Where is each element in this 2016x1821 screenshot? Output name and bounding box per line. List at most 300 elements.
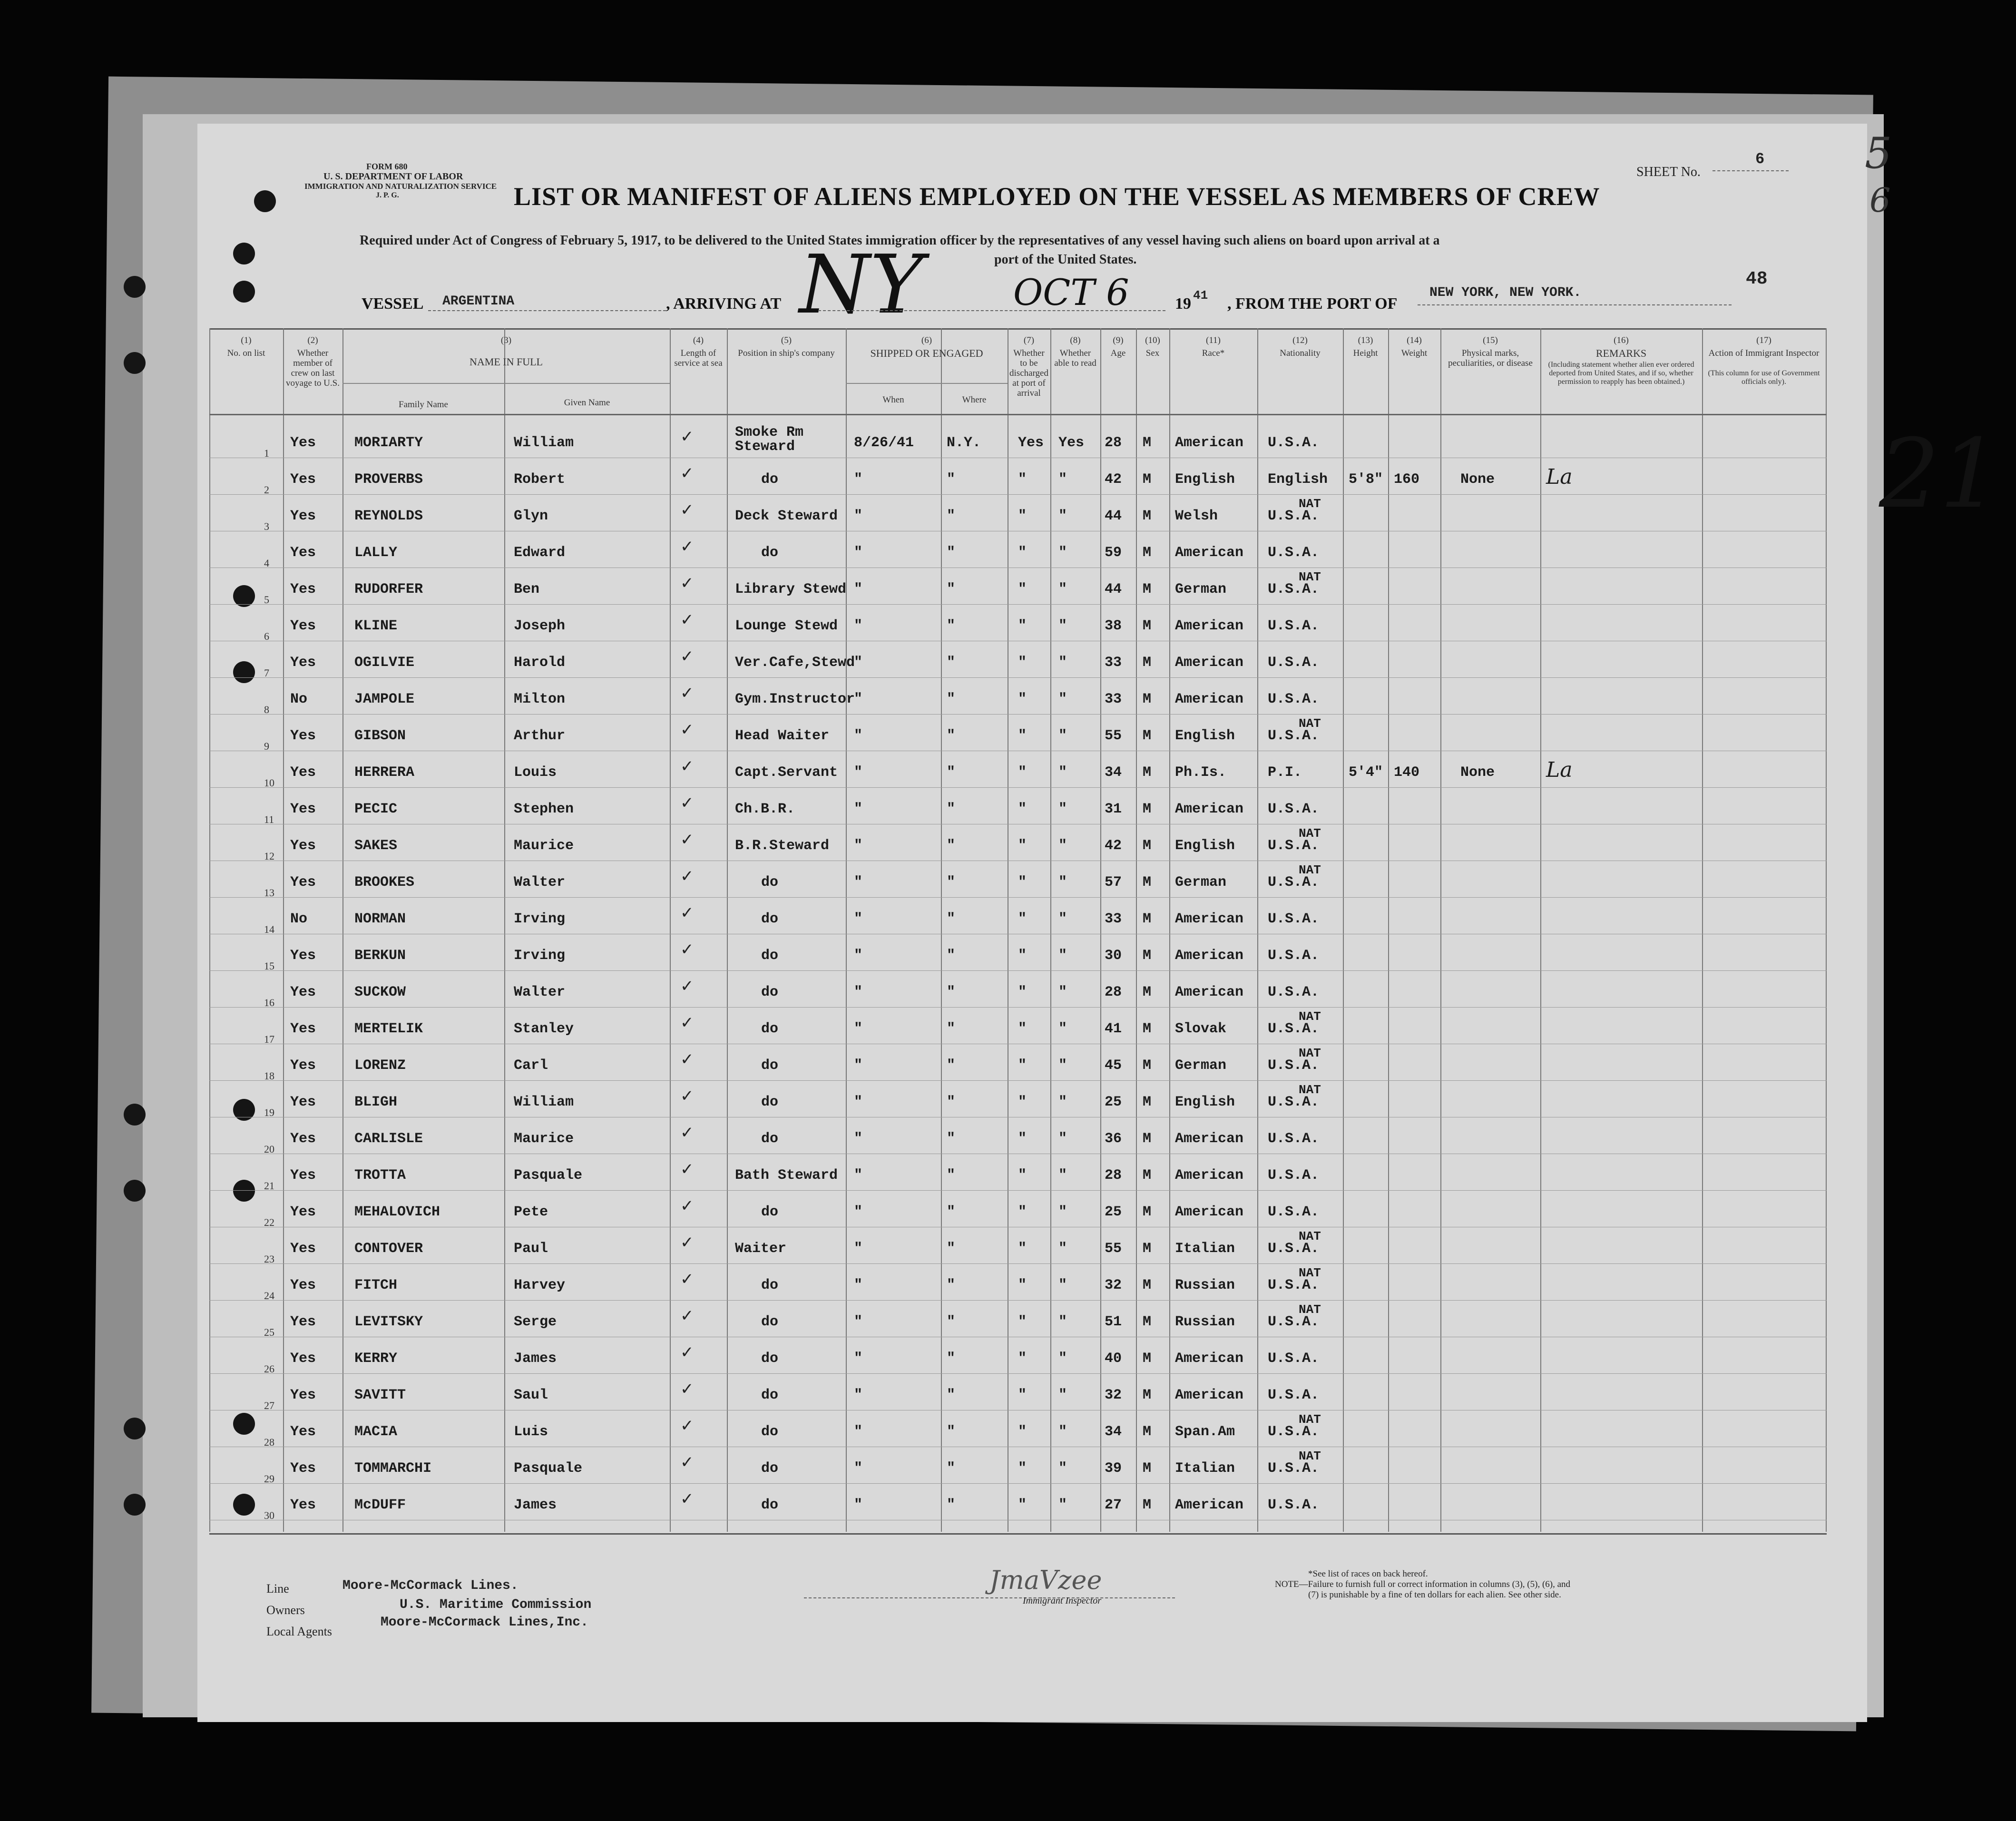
service-check-mark: ✓ [680,1270,694,1288]
nationality-cell: U.S.A. [1268,1460,1320,1477]
binder-hole [124,1104,146,1126]
naturalized-note: NAT [1299,1046,1321,1060]
agents-value: Moore-McCormack Lines,Inc. [381,1615,588,1630]
row-rule [209,1300,1827,1301]
sex-cell: M [1143,1314,1152,1330]
crew-cell: Yes [290,471,316,488]
read-cell: Yes [1058,435,1085,451]
shipped-subrule [846,383,1008,384]
nationality-cell: U.S.A. [1268,581,1320,597]
row-rule [209,1483,1827,1484]
crew-cell: Yes [290,1497,316,1513]
age-cell: 33 [1105,655,1122,671]
note-inspector_note: (This column for use of Government officials only). [1708,369,1820,386]
service-check-mark: ✓ [680,1453,694,1471]
given-name-cell: Harold [514,655,566,671]
position-cell: do [761,1314,779,1330]
naturalized-note: NAT [1299,570,1321,584]
where-cell: " [947,948,956,964]
race-cell: American [1175,911,1244,927]
sex-cell: M [1143,1204,1152,1220]
position-cell: do [761,1021,779,1037]
when-cell: " [854,1387,863,1403]
nationality-cell: U.S.A. [1268,1424,1320,1440]
where-cell: " [947,1351,956,1367]
position-cell: do [761,1204,779,1220]
when-cell: " [854,1277,863,1293]
given-name-cell: Irving [514,948,566,964]
row-number: 6 [264,630,269,642]
age-cell: 27 [1105,1497,1122,1513]
row-rule [209,1190,1827,1191]
column-rule [283,328,284,1532]
when-cell: " [854,1094,863,1110]
service-check-mark: ✓ [680,538,694,556]
nationality-cell: U.S.A. [1268,1167,1320,1184]
given-name-cell: Joseph [514,618,566,634]
position-cell: do [761,471,779,488]
position-cell: Bath Steward [735,1167,838,1184]
column-rule [1257,328,1258,1532]
row-rule [209,1263,1827,1264]
position-cell: do [761,1497,779,1513]
read-cell: " [1058,1314,1067,1330]
nationality-cell: U.S.A. [1268,984,1320,1000]
age-cell: 55 [1105,1241,1122,1257]
read-cell: " [1058,1057,1067,1074]
read-cell: " [1058,471,1067,488]
remark-cell: La [1546,465,1573,489]
row-number: 25 [264,1326,274,1338]
subheader-given: Given Name [564,398,610,408]
given-name-cell: Stephen [514,801,574,817]
age-cell: 38 [1105,618,1122,634]
row-number: 3 [264,520,269,532]
row-number: 20 [264,1143,274,1155]
age-cell: 28 [1105,984,1122,1000]
given-name-cell: Walter [514,874,566,891]
family-name-cell: BERKUN [354,948,406,964]
given-name-cell: Edward [514,545,566,561]
given-name-cell: Pasquale [514,1460,583,1477]
crew-cell: Yes [290,1351,316,1367]
sheet-number: 6 [1755,150,1765,168]
service-check-mark: ✓ [680,464,694,482]
when-cell: " [854,984,863,1000]
nationality-cell: U.S.A. [1268,911,1320,927]
row-number: 11 [264,813,274,825]
row-number: 18 [264,1070,274,1082]
sheet-line [1713,170,1789,171]
family-name-cell: SAVITT [354,1387,406,1403]
age-cell: 28 [1105,435,1122,451]
discharge-cell: " [1018,1351,1027,1367]
when-cell: " [854,801,863,817]
read-cell: " [1058,581,1067,597]
read-cell: " [1058,838,1067,854]
row-number: 16 [264,997,274,1008]
read-cell: " [1058,1021,1067,1037]
position-cell: do [761,1131,779,1147]
read-cell: " [1058,874,1067,891]
column-header: Height [1353,348,1378,358]
nationality-cell: U.S.A. [1268,801,1320,817]
where-cell: " [947,728,956,744]
age-cell: 59 [1105,545,1122,561]
row-number: 5 [264,594,269,606]
given-name-cell: Maurice [514,838,574,854]
column-header: Physical marks, peculiarities, or disease [1448,348,1533,368]
age-cell: 44 [1105,508,1122,524]
port-line [1418,304,1732,305]
crew-cell: Yes [290,1460,316,1477]
given-name-cell: Pete [514,1204,548,1220]
binder-hole [233,243,255,264]
when-cell: " [854,545,863,561]
read-cell: " [1058,691,1067,707]
sex-cell: M [1143,948,1152,964]
row-number: 24 [264,1290,274,1302]
race-cell: Ph.Is. [1175,764,1227,781]
naturalized-note: NAT [1299,1083,1321,1097]
vessel-line [428,310,666,311]
discharge-cell: " [1018,948,1027,964]
discharge-cell: " [1018,1094,1027,1110]
read-cell: " [1058,764,1067,781]
position-cell: do [761,545,779,561]
when-cell: " [854,911,863,927]
family-name-cell: GIBSON [354,728,406,744]
when-cell: " [854,1131,863,1147]
position-cell: Smoke Rm Steward [735,424,804,455]
sex-cell: M [1143,1387,1152,1403]
sex-cell: M [1143,1094,1152,1110]
service-check-mark: ✓ [680,757,694,775]
name-subrule [343,383,670,384]
where-cell: " [947,764,956,781]
sex-cell: M [1143,1131,1152,1147]
where-cell: " [947,471,956,488]
discharge-cell: " [1018,911,1027,927]
page-title: LIST OR MANIFEST OF ALIENS EMPLOYED ON THE VESSEL AS MEMBERS OF CREW [514,182,1600,211]
family-name-cell: LEVITSKY [354,1314,423,1330]
service-check-mark: ✓ [680,611,694,629]
race-cell: English [1175,838,1235,854]
read-cell: " [1058,1351,1067,1367]
row-rule [209,970,1827,971]
given-name-cell: James [514,1351,557,1367]
where-cell: " [947,581,956,597]
row-number: 22 [264,1216,274,1228]
column-rule [1440,328,1441,1532]
sex-cell: M [1143,1424,1152,1440]
age-cell: 31 [1105,801,1122,817]
naturalized-note: NAT [1299,1229,1321,1243]
nationality-cell: U.S.A. [1268,1241,1320,1257]
crew-cell: No [290,911,308,927]
position-cell: do [761,1424,779,1440]
when-cell: " [854,471,863,488]
nationality-cell: U.S.A. [1268,618,1320,634]
discharge-cell: " [1018,655,1027,671]
sex-cell: M [1143,801,1152,817]
discharge-cell: " [1018,1424,1027,1440]
service-check-mark: ✓ [680,1050,694,1068]
read-cell: " [1058,1094,1067,1110]
column-number: (6) [921,335,932,345]
when-cell: " [854,1460,863,1477]
position-cell: Capt.Servant [735,764,838,781]
nationality-cell: U.S.A. [1268,874,1320,891]
note-races: *See list of races on back hereof. [1308,1569,1428,1579]
naturalized-note: NAT [1299,826,1321,841]
discharge-cell: " [1018,1277,1027,1293]
form-number: FORM 680 [366,162,408,171]
where-cell: " [947,874,956,891]
subheader-when: When [882,395,904,405]
service-check-mark: ✓ [680,574,694,592]
sex-cell: M [1143,1277,1152,1293]
sex-cell: M [1143,764,1152,781]
margin-mark: 6 [1869,181,1891,220]
race-cell: American [1175,1167,1244,1184]
age-cell: 57 [1105,874,1122,891]
nationality-cell: U.S.A. [1268,655,1320,671]
row-rule [209,1080,1827,1081]
given-name-cell: William [514,1094,574,1110]
given-name-cell: Harvey [514,1277,566,1293]
weight-cell: 140 [1394,764,1420,781]
age-cell: 40 [1105,1351,1122,1367]
nationality-cell: U.S.A. [1268,691,1320,707]
family-name-cell: REYNOLDS [354,508,423,524]
when-cell: " [854,508,863,524]
row-number: 21 [264,1180,274,1192]
column-header: Race* [1202,348,1225,358]
year-label: 19 [1175,295,1191,313]
column-number: (2) [307,335,318,345]
race-cell: English [1175,1094,1235,1110]
column-number: (16) [1614,335,1629,345]
crew-cell: No [290,691,308,707]
age-cell: 34 [1105,764,1122,781]
race-cell: Italian [1175,1460,1235,1477]
when-cell: 8/26/41 [854,435,914,451]
row-number: 19 [264,1106,274,1118]
race-cell: American [1175,1351,1244,1367]
row-rule [209,1007,1827,1008]
column-rule [1540,328,1541,1532]
column-header: Length of service at sea [674,348,723,368]
race-cell: American [1175,691,1244,707]
column-rule [670,328,671,1532]
age-cell: 51 [1105,1314,1122,1330]
when-cell: " [854,691,863,707]
sex-cell: M [1143,618,1152,634]
service-check-mark: ✓ [680,1380,694,1398]
read-cell: " [1058,1241,1067,1257]
row-number: 23 [264,1253,274,1265]
where-cell: " [947,508,956,524]
service-check-mark: ✓ [680,831,694,849]
column-header: Weight [1401,348,1428,358]
sex-cell: M [1143,1241,1152,1257]
row-number: 1 [264,447,269,459]
where-cell: " [947,1460,956,1477]
where-cell: " [947,838,956,854]
where-cell: " [947,1424,956,1440]
nationality-cell: U.S.A. [1268,1497,1320,1513]
age-cell: 44 [1105,581,1122,597]
age-cell: 39 [1105,1460,1122,1477]
row-number: 7 [264,667,269,679]
position-cell: do [761,1351,779,1367]
column-number: (9) [1113,335,1124,345]
race-cell: American [1175,1131,1244,1147]
where-cell: " [947,1094,956,1110]
row-number: 28 [264,1436,274,1448]
family-name-cell: LORENZ [354,1057,406,1074]
column-header: REMARKS [1595,347,1647,359]
date-handwritten: OCT 6 [1013,271,1129,313]
requirement-text-2: port of the United States. [994,252,1137,267]
race-cell: American [1175,618,1244,634]
family-name-cell: TOMMARCHI [354,1460,432,1477]
crew-cell: Yes [290,801,316,817]
position-cell: do [761,911,779,927]
age-cell: 28 [1105,1167,1122,1184]
age-cell: 41 [1105,1021,1122,1037]
column-header: Nationality [1280,348,1321,358]
crew-cell: Yes [290,728,316,744]
position-cell: Deck Steward [735,508,838,524]
when-cell: " [854,1021,863,1037]
when-cell: " [854,838,863,854]
column-header: Age [1110,348,1126,358]
race-cell: English [1175,728,1235,744]
discharge-cell: " [1018,1167,1027,1184]
row-number: 30 [264,1509,274,1521]
naturalized-note: NAT [1299,1449,1321,1463]
crew-cell: Yes [290,435,316,451]
when-cell: " [854,728,863,744]
crew-cell: Yes [290,1314,316,1330]
read-cell: " [1058,1497,1067,1513]
naturalized-note: NAT [1299,1412,1321,1427]
row-number: 2 [264,484,269,496]
nationality-cell: English [1268,471,1328,488]
nationality-cell: U.S.A. [1268,1314,1320,1330]
family-name-cell: KLINE [354,618,398,634]
read-cell: " [1058,801,1067,817]
where-cell: " [947,801,956,817]
position-cell: do [761,1277,779,1293]
row-number: 14 [264,923,274,935]
race-cell: Russian [1175,1277,1235,1293]
where-cell: N.Y. [947,435,981,451]
where-cell: " [947,1241,956,1257]
requirement-text: Required under Act of Congress of February 5, 1917, to be delivered to the United States immigration officer by the representatives of any vessel having such aliens on board upon arrival at a [360,233,1440,248]
age-cell: 55 [1105,728,1122,744]
read-cell: " [1058,618,1067,634]
service-check-mark: ✓ [680,1417,694,1435]
nationality-cell: U.S.A. [1268,838,1320,854]
read-cell: " [1058,508,1067,524]
race-cell: American [1175,1204,1244,1220]
family-name-cell: LALLY [354,545,398,561]
read-cell: " [1058,911,1067,927]
note-penalty-2: (7) is punishable by a fine of ten dollars for each alien. See other side. [1308,1590,1561,1600]
service-check-mark: ✓ [680,1014,694,1032]
note-remarks_note: (Including statement whether alien ever ordered deported from United States, and if so, whether permission to reapply has been obtained.) [1548,361,1694,386]
service-check-mark: ✓ [680,1124,694,1142]
binder-hole [124,1418,146,1439]
discharge-cell: " [1018,764,1027,781]
where-cell: " [947,1277,956,1293]
family-name-cell: MORIARTY [354,435,423,451]
binder-hole [124,1494,146,1516]
column-rule [846,328,847,1532]
age-cell: 42 [1105,471,1122,488]
family-name-cell: CONTOVER [354,1241,423,1257]
column-header: Sex [1145,348,1160,358]
department: U. S. DEPARTMENT OF LABOR [323,171,463,182]
discharge-cell: " [1018,508,1027,524]
crew-cell: Yes [290,1204,316,1220]
row-number: 8 [264,704,269,715]
read-cell: " [1058,1131,1067,1147]
read-cell: " [1058,1460,1067,1477]
crew-cell: Yes [290,545,316,561]
where-cell: " [947,1167,956,1184]
nationality-cell: U.S.A. [1268,508,1320,524]
where-cell: " [947,545,956,561]
column-number: (10) [1145,335,1160,345]
service-check-mark: ✓ [680,684,694,702]
age-cell: 33 [1105,911,1122,927]
sex-cell: M [1143,1167,1152,1184]
crew-cell: Yes [290,581,316,597]
row-number: 4 [264,557,269,569]
line-value: Moore-McCormack Lines. [343,1578,519,1593]
service-check-mark: ✓ [680,940,694,959]
race-cell: German [1175,874,1227,891]
where-cell: " [947,911,956,927]
row-rule [209,604,1827,605]
where-cell: " [947,1131,956,1147]
age-cell: 32 [1105,1387,1122,1403]
column-number: (17) [1756,335,1771,345]
column-number: (4) [693,335,704,345]
discharge-cell: Yes [1018,435,1044,451]
race-cell: American [1175,655,1244,671]
given-name-cell: Luis [514,1424,548,1440]
race-cell: Span.Am [1175,1424,1235,1440]
service-check-mark: ✓ [680,721,694,739]
family-name-cell: McDUFF [354,1497,406,1513]
sex-cell: M [1143,508,1152,524]
position-cell: Head Waiter [735,728,830,744]
position-cell: B.R.Steward [735,838,830,854]
service-check-mark: ✓ [680,647,694,666]
naturalized-note: NAT [1299,716,1321,731]
position-cell: do [761,1460,779,1477]
discharge-cell: " [1018,1497,1027,1513]
column-number: (13) [1358,335,1373,345]
family-name-cell: BROOKES [354,874,415,891]
marks-cell: None [1460,471,1495,488]
service: IMMIGRATION AND NATURALIZATION SERVICE [304,182,497,191]
